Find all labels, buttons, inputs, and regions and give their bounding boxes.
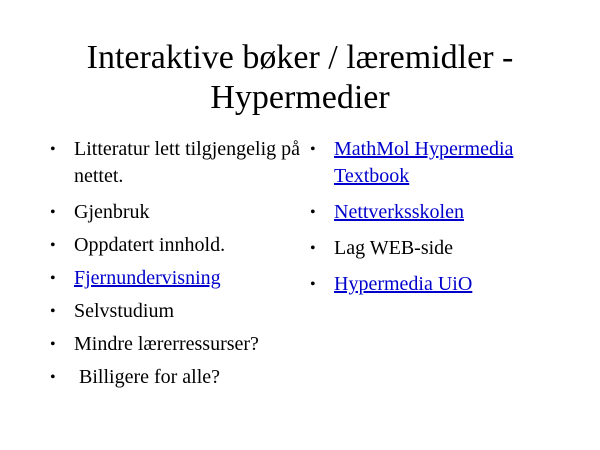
fjernundervisning-link[interactable]: Fjernundervisning [74, 267, 221, 289]
mathmol-hypermedia-textbook-link[interactable]: MathMol Hypermedia Textbook [334, 138, 514, 187]
nettverksskolen-link[interactable]: Nettverksskolen [334, 201, 464, 223]
list-item [50, 199, 310, 226]
title-line-2: Hypermedier [210, 79, 390, 116]
list-item [50, 136, 310, 190]
left-bullet-list [50, 136, 310, 397]
list-item [310, 136, 590, 190]
bullet-icon: • [50, 369, 56, 386]
list-item [50, 232, 310, 259]
list-item-text: Litteratur lett tilgjengelig på nettet. [74, 138, 301, 187]
list-item-text: Oppdatert innhold. [74, 234, 226, 256]
list-item-text: Billigere for alle? [74, 366, 221, 388]
bullet-icon: • [50, 270, 56, 287]
bullet-icon: • [310, 276, 316, 293]
list-item [310, 235, 590, 262]
hypermedia-uio-link[interactable]: Hypermedia UiO [334, 273, 473, 295]
bullet-icon: • [50, 303, 56, 320]
list-item [50, 331, 310, 358]
bullet-icon: • [310, 141, 316, 158]
list-item-text: Gjenbruk [74, 201, 150, 223]
list-item [50, 298, 310, 325]
list-item-text: Lag WEB-side [334, 237, 454, 259]
bullet-icon: • [50, 336, 56, 353]
bullet-icon: • [50, 237, 56, 254]
list-item [50, 265, 310, 292]
list-item [310, 271, 590, 298]
list-item-text: Selvstudium [74, 300, 175, 322]
list-item-text: Mindre lærerressurser? [74, 333, 259, 355]
bullet-icon: • [50, 204, 56, 221]
slide-title [20, 38, 580, 118]
list-item [310, 199, 590, 226]
bullet-icon: • [50, 141, 56, 158]
right-bullet-list [310, 136, 590, 307]
list-item [50, 364, 310, 391]
title-line-1: Interaktive bøker / læremidler - [86, 39, 514, 76]
bullet-icon: • [310, 204, 316, 221]
bullet-icon: • [310, 240, 316, 257]
